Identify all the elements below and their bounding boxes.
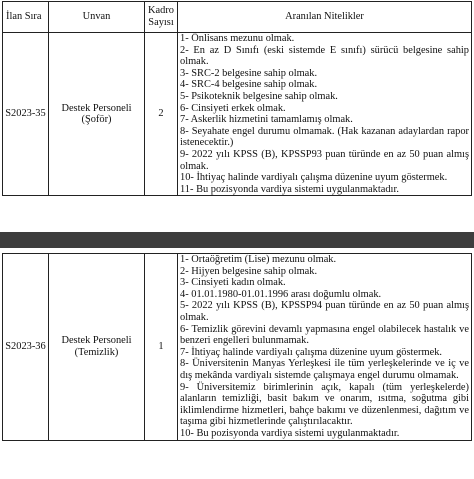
requirement-item: 1- Ortaöğretim (Lise) mezunu olmak.	[180, 254, 337, 265]
requirement-item: 2- En az D Sınıfı (eski sistemde E sınıfı) sürücü belgesine sahip olmak.	[180, 44, 469, 68]
requirement-item: 6- Cinsiyeti erkek olmak.	[180, 102, 286, 114]
requirement-item: 3- SRC-2 belgesine sahip olmak.	[180, 67, 318, 79]
posting-no: S2023-36	[3, 254, 49, 441]
position-title: Destek Personeli (Şoför)	[49, 33, 145, 196]
positions-table-2	[2, 253, 472, 441]
header-qty: Kadro Sayısı	[145, 2, 178, 33]
header-title: Unvan	[49, 2, 145, 33]
requirement-item: 2- Hijyen belgesine sahip olmak.	[180, 265, 318, 277]
requirement-item: 7- İhtiyaç halinde vardiyalı çalışma düzenine uyum göstermek.	[180, 346, 442, 358]
section-divider	[0, 232, 474, 248]
requirement-item: 3- Cinsiyeti kadın olmak.	[180, 277, 286, 289]
header-no: İlan Sıra	[3, 2, 49, 33]
requirement-item: 5- Psikoteknik belgesine sahip olmak.	[180, 90, 338, 102]
requirement-item: 10- İhtiyaç halinde vardiyalı çalışma düzenine uyum göstermek.	[180, 172, 448, 184]
requirement-item: 7- Askerlik hizmetini tamamlamış olmak.	[180, 114, 353, 126]
table-row	[3, 33, 472, 196]
requirement-item: 1- Önlisans mezunu olmak.	[180, 33, 295, 44]
requirement-item: 4- SRC-4 belgesine sahip olmak.	[180, 79, 318, 91]
requirement-item: 5- 2022 yılı KPSS (B), KPSSP94 puan türünde en az 50 puan almış olmak.	[180, 300, 469, 323]
requirement-item: 11- Bu pozisyonda vardiya sistemi uygulanmaktadır.	[180, 183, 399, 195]
table-header-row	[3, 2, 472, 33]
posting-no: S2023-35	[3, 33, 49, 196]
requirement-item: 8- Seyahate engel durumu olmamak. (Hak kazanan adaylardan rapor istenecektir.)	[180, 125, 469, 149]
position-count: 1	[145, 254, 178, 441]
requirement-item: 9- 2022 yılı KPSS (B), KPSSP93 puan türünde en az 50 puan almış olmak.	[180, 148, 469, 172]
requirement-item: 4- 01.01.1980-01.01.1996 arası doğumlu olmak.	[180, 288, 382, 300]
requirement-item: 9- Üniversitemiz birimlerinin açık, kapalı (tüm yerleşkelerde) alanların temizliği, basit bakım ve onarım, ısıtma, soğutma gibi iklimlendirme hizmetleri, bahçe bakımı ve düzenlenmesi, dağıtım ve taşıma gibi hizmetlerinde çalıştırılacaktır.	[180, 381, 469, 428]
requirements-list	[178, 33, 472, 196]
requirement-item: 6- Temizlik görevini devamlı yapmasına engel olabilecek hastalık ve benzeri engelleri bulunmamak.	[180, 323, 469, 347]
requirement-item: 8- Üniversitenin Manyas Yerleşkesi ile tüm yerleşkelerinde ve iç ve dış mekânda vardiyalı sistemde çalışmaya engel durumu olmamak.	[180, 358, 469, 381]
requirements-list	[178, 254, 472, 441]
header-requirements: Aranılan Nitelikler	[178, 2, 472, 33]
positions-table-1	[2, 1, 472, 196]
position-title: Destek Personeli (Temizlik)	[49, 254, 145, 441]
position-count: 2	[145, 33, 178, 196]
requirement-item: 10- Bu pozisyonda vardiya sistemi uygulanmaktadır.	[180, 427, 400, 439]
table-row	[3, 254, 472, 441]
